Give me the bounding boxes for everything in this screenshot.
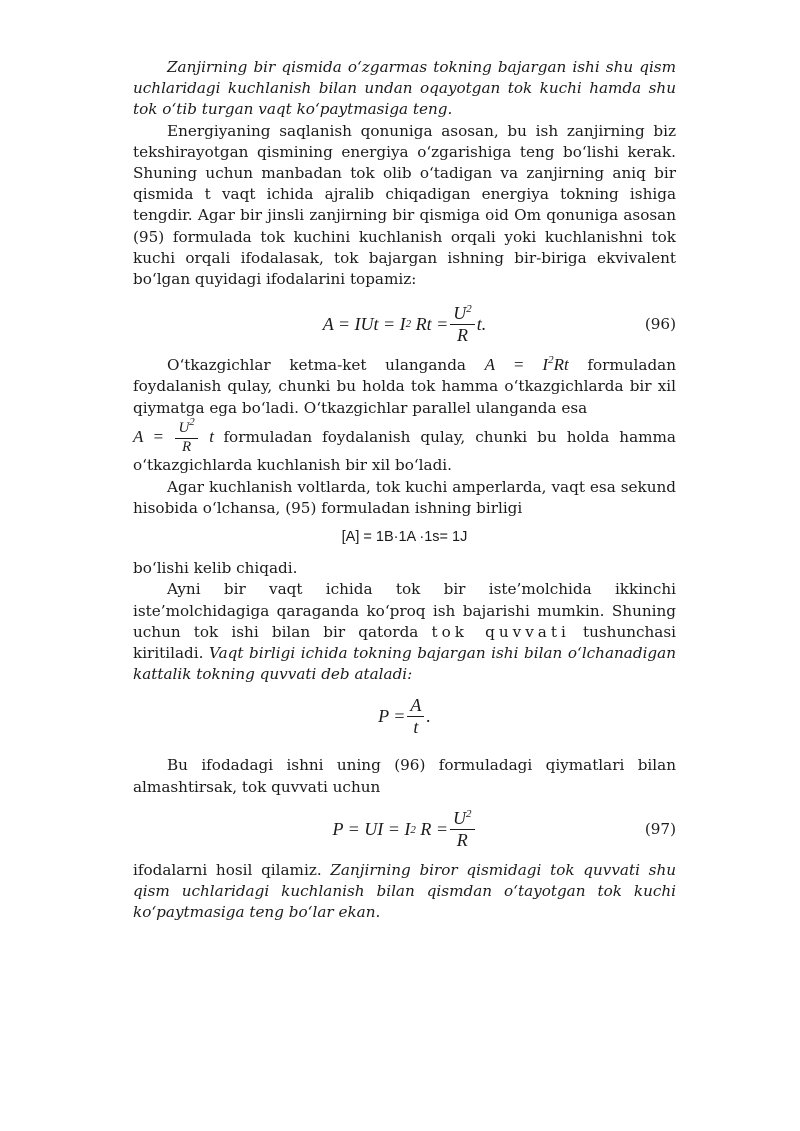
eq96-lhs: A = IUt = I	[322, 313, 406, 334]
paragraph-substitution: Bu ifodadagi ishni uning (96) formuladagi qiymatlari bilan almashtirsak, tok quvvati uchun	[133, 756, 676, 796]
series-text-end: formuladan foydalanish qulay, chunki bu holda tok hamma o‘tkazgichlarda bir xil qiymatga ega bo‘ladi. O‘tkazgichlar parallel ulanganda esa	[133, 356, 677, 417]
eq97-fraction	[450, 809, 475, 850]
eq97-numerator: U	[453, 808, 467, 829]
equation-97: P = UI = I 2 R = $\frac{U^2}{R}$ (97)	[332, 808, 676, 851]
eq96-fraction	[450, 304, 475, 345]
eq97-lhs: P = UI = I	[332, 819, 411, 840]
power-law-statement: Zanjirning biror qismidagi tok quvvati shu qism uchlaridagi kuchlanish bilan qismdan o‘tayotgan tok kuchi ko‘paytmasiga teng bo‘lar ekan.	[133, 860, 677, 922]
series-formula: $A = I^2Rt$	[484, 354, 569, 375]
eq97-mid: R =	[420, 819, 449, 840]
equation-number-97: (97)	[644, 820, 676, 839]
eq96-numerator: U	[453, 302, 467, 323]
textbook-page	[133, 57, 676, 923]
eq96-denominator: R	[457, 324, 469, 345]
paragraph-energy-conservation: Energiyaning saqlanish qonuniga asosan, bu ish zanjirning biz tekshirayotgan qismining energiya o‘zgarishiga teng bo‘lishi kerak. Shuning uchun manbadan tok olib o‘tadigan va zanjirning aniq bir qismida t vaqt ichida ajralib chiqadigan energiya tokning ishiga tengdir. Agar bir jinsli zanjirning bir qismiga oid Om qonuniga asosan (95) formulada tok kuchini kuchlanish orqali yoki kuchlanishni tok kuchi orqali ifodalasak, tok bajargan ishning bir-biriga ekvivalent bo‘lgan quyidagi ifodalarini topamiz:	[133, 121, 676, 289]
eqP-numerator: A	[407, 696, 424, 717]
paragraph-power-conclusion: ifodalarni hosil qilamiz. Zanjirning biror qismidagi tok quvvati shu qism uchlaridagi kuchlanish bilan qismdan o‘tayotgan tok kuchi ko‘paytmasiga teng bo‘lar ekan.	[133, 860, 677, 922]
power-definition: Vaqt birligi ichida tokning bajargan ishi bilan o‘lchanadigan kattalik tokning quvvati deb ataladi:	[133, 643, 676, 684]
unit-equation: [A] = 1B·1A ·1s= 1J	[341, 528, 468, 545]
eq96-mid: Rt =	[415, 313, 449, 334]
eq96-tail: t.	[476, 313, 487, 334]
equation-power	[133, 687, 676, 745]
series-text-start: O‘tkazgichlar ketma-ket ulanganda	[167, 356, 466, 375]
parallel-text: formuladan foydalanish qulay, chunki bu holda hamma o‘tkazgichlarda kuchlanish bir xil bo‘ladi.	[133, 428, 676, 475]
eq96-num-exp: 2	[466, 302, 472, 315]
paragraph-parallel-connection	[133, 415, 676, 477]
spaced-term-power: tok quvvati	[431, 622, 570, 641]
parallel-formula: A = $\frac{U^2}{R}$ t	[133, 415, 214, 455]
eqP-denominator: t	[413, 716, 419, 737]
paragraph-units: Agar kuchlanish voltlarda, tok kuchi amperlarda, vaqt esa sekund hisobida o‘lchansa, (95) formuladan ishning birligi	[133, 477, 676, 517]
paragraph-power-intro: Ayni bir vaqt ichida tok bir iste’molchida ikkinchi iste’molchidagiga qaraganda ko‘proq ish bajarishi mumkin. Shuning uchun tok ishi bilan bir qatorda tok quvvati tushunchasi kiritiladi. Vaqt birligi ichida tokning bajargan ishi bilan o‘lchanadigan kattalik tokning quvvati deb ataladi:	[133, 580, 677, 684]
equation-number-96: (96)	[644, 314, 676, 333]
eqP-fraction	[407, 696, 424, 737]
equation-96: A = IUt = I 2 Rt = $\frac{U^2}{R}$ t. (96)	[322, 302, 676, 345]
paragraph-series-connection	[133, 354, 676, 419]
eqP-tail: .	[426, 705, 431, 726]
eqP-lhs: P =	[378, 705, 406, 726]
eq97-denominator: R	[456, 830, 468, 851]
eq97-num-exp: 2	[466, 808, 472, 821]
paragraph-work-definition: Zanjirning bir qismida o‘zgarmas tokning bajargan ishi shu qism uchlaridagi kuchlanish bilan undan oqayotgan tok kuchi hamda shu tok o‘tib turgan vaqt ko‘paytmasiga teng.	[133, 58, 676, 119]
paragraph-unit-conclusion: bo‘lishi kelib chiqadi.	[133, 559, 298, 578]
